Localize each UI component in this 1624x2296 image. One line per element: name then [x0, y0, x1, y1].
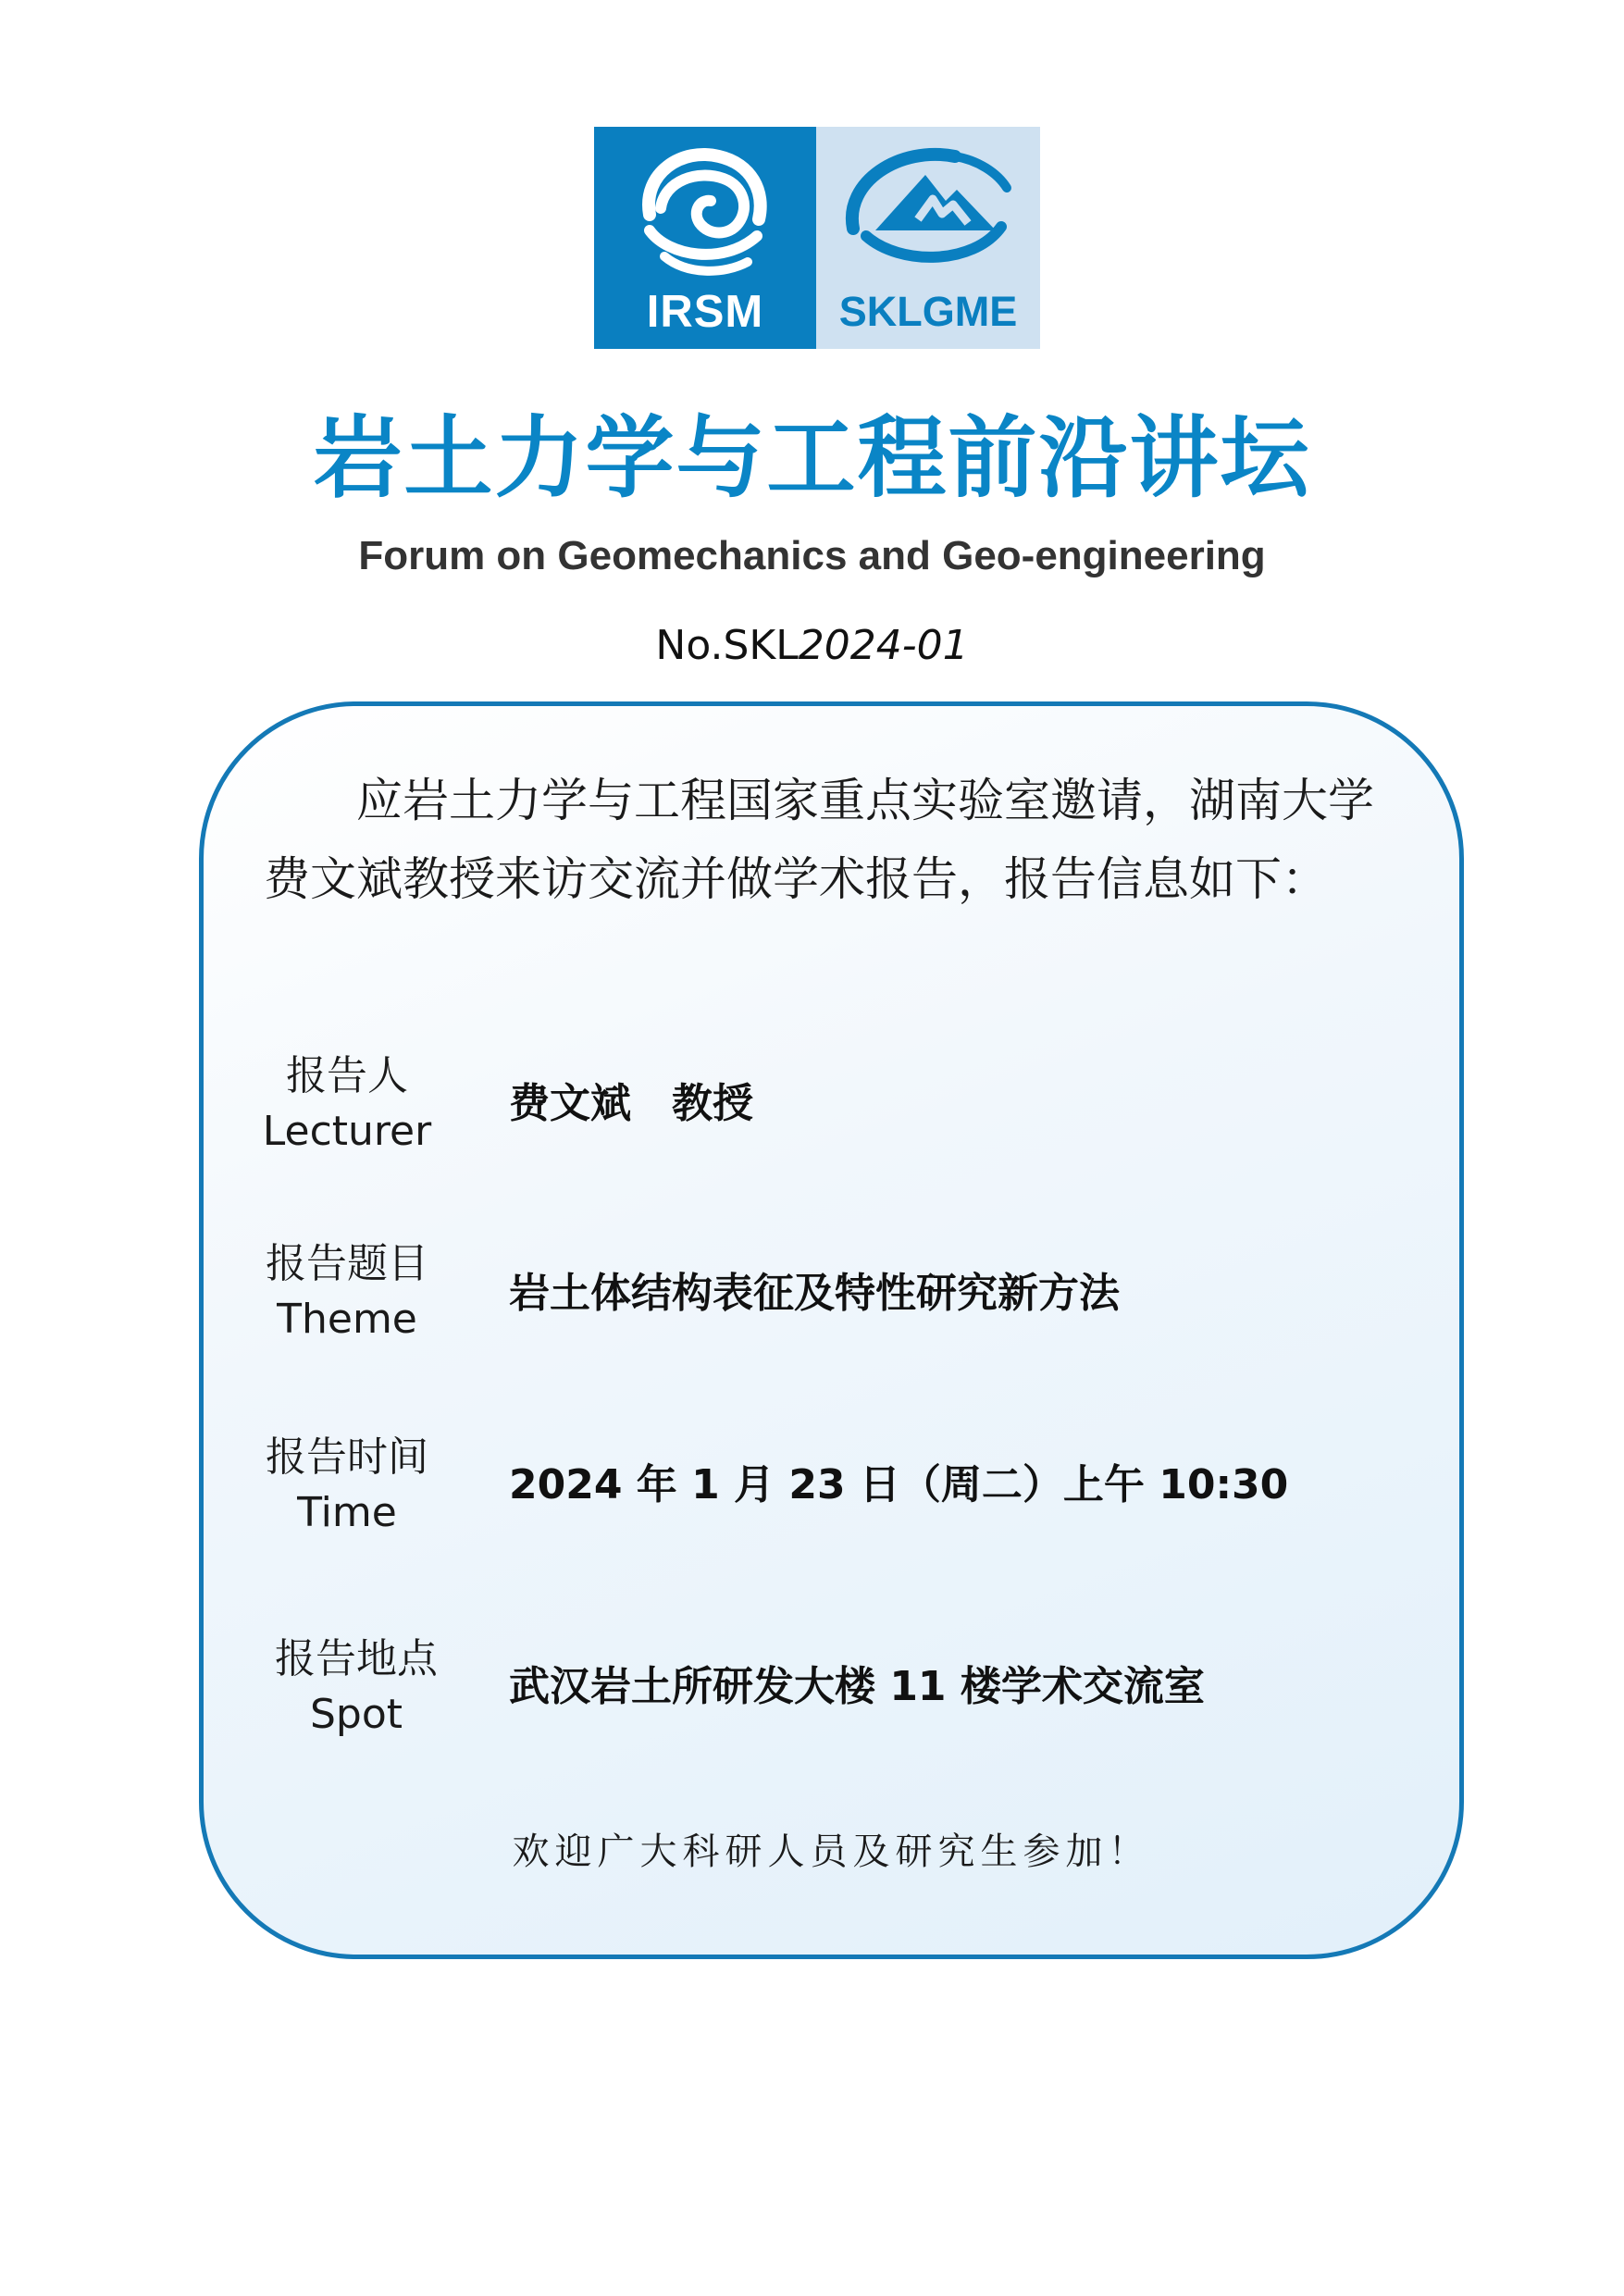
spot-label-en: Spot: [309, 1691, 403, 1738]
theme-label: [204, 1236, 490, 1347]
spot-label: [213, 1632, 500, 1743]
header-logo: [594, 127, 1040, 349]
intro-paragraph: [264, 762, 1467, 919]
lecturer-value: 费文斌 教授: [509, 1080, 753, 1127]
serial-prefix: No.SKL: [655, 622, 799, 669]
welcome-message: 欢迎广大科研人员及研究生参加！: [512, 1831, 1151, 1873]
lecturer-label: [204, 1049, 490, 1160]
announcement-card: [199, 701, 1464, 1959]
spot-label-cn: 报告地点: [275, 1635, 438, 1682]
forum-title-chinese: 岩土力学与工程前沿讲坛: [313, 406, 1311, 510]
irsm-text: IRSM: [646, 287, 764, 337]
time-label: [204, 1430, 490, 1541]
time-label-cn: 报告时间: [266, 1433, 428, 1481]
spot-value: 武汉岩土所研发大楼 11 楼学术交流室: [509, 1663, 1205, 1710]
intro-line-1: 应岩土力学与工程国家重点实验室邀请，湖南大学: [356, 774, 1374, 827]
globe-icon: [594, 127, 816, 293]
intro-line-2: 费文斌教授来访交流并做学术报告，报告信息如下：: [264, 852, 1328, 906]
theme-label-cn: 报告题目: [266, 1240, 428, 1287]
irsm-logo: [594, 127, 816, 349]
serial-value: 2024-01: [798, 622, 969, 669]
mountain-icon: [816, 127, 1040, 293]
theme-value: 岩土体结构表征及特性研究新方法: [509, 1270, 1120, 1317]
theme-label-en: Theme: [277, 1296, 417, 1343]
serial-number: [0, 618, 1624, 674]
time-label-en: Time: [297, 1489, 397, 1536]
lecturer-label-cn: 报告人: [286, 1052, 408, 1099]
time-value: 2024 年 1 月 23 日（周二）上午 10:30: [509, 1461, 1289, 1508]
forum-title-english: Forum on Geomechanics and Geo-engineering: [358, 533, 1266, 578]
sklgme-text: SKLGME: [838, 288, 1018, 335]
lecturer-label-en: Lecturer: [262, 1108, 432, 1155]
sklgme-logo: [816, 127, 1040, 349]
